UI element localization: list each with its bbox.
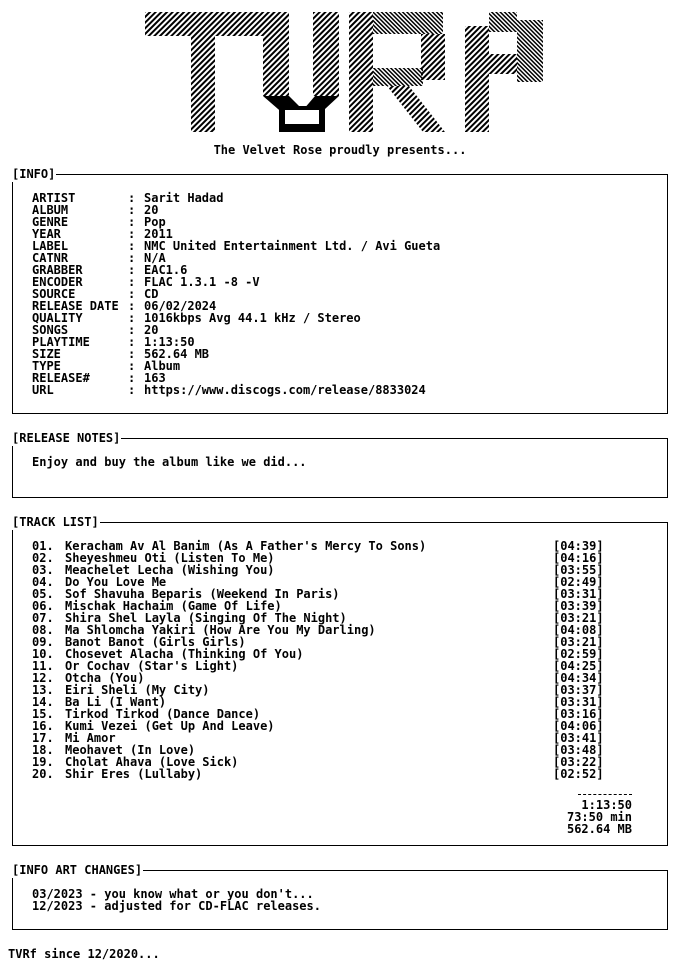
info-title: [INFO] xyxy=(12,167,56,181)
tracklist-title: [TRACK LIST] xyxy=(12,515,99,529)
track-number: 19. xyxy=(32,755,54,769)
track-title: Chosevet Alacha (Thinking Of You) xyxy=(65,647,304,661)
track-title: Mi Amor xyxy=(65,731,116,745)
info-value: N/A xyxy=(144,251,166,265)
track-number: 07. xyxy=(32,611,54,625)
track-length: [04:25] xyxy=(553,659,604,673)
totals-divider xyxy=(578,794,632,795)
info-key: ALBUM xyxy=(32,203,69,217)
total-time: 1:13:50 xyxy=(581,798,632,812)
change-line: 12/2023 - adjusted for CD-FLAC releases. xyxy=(32,899,321,913)
footer-text: TVRf since 12/2020... xyxy=(8,947,160,961)
info-row: PLAYTIME : 1:13:50 xyxy=(32,335,195,349)
track-number: 02. xyxy=(32,551,54,565)
info-value: EAC1.6 xyxy=(144,263,188,277)
track-length: [03:31] xyxy=(553,587,604,601)
info-art-changes-lines xyxy=(32,888,321,912)
track-number: 09. xyxy=(32,635,54,649)
tracklist-box xyxy=(12,515,668,846)
track-number: 10. xyxy=(32,647,54,661)
total-size: 562.64 MB xyxy=(566,822,632,836)
tvrf-logo xyxy=(145,10,545,134)
track-length: [03:22] xyxy=(553,755,604,769)
track-number: 18. xyxy=(32,743,54,757)
info-value: 163 xyxy=(144,371,166,385)
track-length: [02:59] xyxy=(553,647,604,661)
track-title: Shira Shel Layla (Singing Of The Night) xyxy=(65,611,347,625)
info-row: GRABBER : EAC1.6 xyxy=(32,263,188,277)
track-length: [04:08] xyxy=(553,623,604,637)
info-key: RELEASE# xyxy=(32,371,90,385)
track-number: 14. xyxy=(32,695,54,709)
info-value: FLAC 1.3.1 -8 -V xyxy=(144,275,260,289)
track-title: Keracham Av Al Banim (As A Father's Mercy To Sons) xyxy=(65,539,427,553)
presents-line: The Velvet Rose proudly presents... xyxy=(213,143,467,157)
info-value: 20 xyxy=(144,323,159,337)
track-title: Ba Li (I Want) xyxy=(65,695,167,709)
track-title: Meachelet Lecha (Wishing You) xyxy=(65,563,275,577)
track-length: [03:37] xyxy=(553,683,604,697)
track-length: [03:21] xyxy=(553,611,604,625)
info-row: RELEASE DATE : 06/02/2024 xyxy=(32,299,217,313)
track-title: Ma Shlomcha Yakiri (How Are You My Darling) xyxy=(65,623,376,637)
info-row: GENRE : Pop xyxy=(32,215,166,229)
total-minutes: 73:50 min xyxy=(566,810,632,824)
info-row: YEAR : 2011 xyxy=(32,227,173,241)
info-key: CATNR xyxy=(32,251,69,265)
info-value: 2011 xyxy=(144,227,173,241)
info-key: ARTIST xyxy=(32,191,76,205)
info-key: GRABBER xyxy=(32,263,83,277)
track-title: Shir Eres (Lullaby) xyxy=(65,767,203,781)
track-title: Kumi Vezei (Get Up And Leave) xyxy=(65,719,275,733)
info-row: RELEASE# : 163 xyxy=(32,371,166,385)
info-row: SOURCE : CD xyxy=(32,287,159,301)
info-value: 1016kbps Avg 44.1 kHz / Stereo xyxy=(144,311,361,325)
info-value: Pop xyxy=(144,215,166,229)
info-key: GENRE xyxy=(32,215,69,229)
info-key: SIZE xyxy=(32,347,61,361)
info-row: TYPE : Album xyxy=(32,359,181,373)
info-value: Album xyxy=(144,359,181,373)
info-key: PLAYTIME xyxy=(32,335,90,349)
info-key: QUALITY xyxy=(32,311,83,325)
release-notes-box xyxy=(12,431,668,498)
track-number: 12. xyxy=(32,671,54,685)
track-row xyxy=(32,720,632,732)
track-number: 03. xyxy=(32,563,54,577)
info-row: ALBUM : 20 xyxy=(32,203,159,217)
info-key: SONGS xyxy=(32,323,69,337)
info-key: RELEASE DATE xyxy=(32,299,119,313)
info-value: CD xyxy=(144,287,159,301)
info-key: LABEL xyxy=(32,239,69,253)
info-key: TYPE xyxy=(32,359,61,373)
track-number: 15. xyxy=(32,707,54,721)
track-length: [03:21] xyxy=(553,635,604,649)
info-value[interactable]: https://www.discogs.com/release/8833024 xyxy=(144,383,426,397)
track-length: [03:41] xyxy=(553,731,604,745)
track-title: Meohavet (In Love) xyxy=(65,743,196,757)
track-length: [03:55] xyxy=(553,563,604,577)
track-title: Sheyeshmeu Oti (Listen To Me) xyxy=(65,551,275,565)
track-rows xyxy=(32,540,632,780)
track-number: 01. xyxy=(32,539,54,553)
info-art-changes-title: [INFO ART CHANGES] xyxy=(12,863,143,877)
track-length: [02:49] xyxy=(553,575,604,589)
info-value: 562.64 MB xyxy=(144,347,210,361)
info-value: 06/02/2024 xyxy=(144,299,217,313)
info-box xyxy=(12,167,668,414)
track-number: 20. xyxy=(32,767,54,781)
track-title: Or Cochav (Star's Light) xyxy=(65,659,239,673)
info-row: LABEL : NMC United Entertainment Ltd. / Avi Gueta xyxy=(32,239,441,253)
info-value: 20 xyxy=(144,203,159,217)
track-number: 05. xyxy=(32,587,54,601)
track-number: 13. xyxy=(32,683,54,697)
track-length: [02:52] xyxy=(553,767,604,781)
info-row: CATNR : N/A xyxy=(32,251,166,265)
release-notes-body xyxy=(32,456,307,468)
track-title: Cholat Ahava (Love Sick) xyxy=(65,755,239,769)
info-row: URL : https://www.discogs.com/release/8833024 xyxy=(32,383,426,397)
track-title: Mischak Hachaim (Game Of Life) xyxy=(65,599,282,613)
info-value: 1:13:50 xyxy=(144,335,195,349)
track-length: [04:16] xyxy=(553,551,604,565)
track-length: [04:34] xyxy=(553,671,604,685)
track-length: [03:48] xyxy=(553,743,604,757)
info-rows xyxy=(32,192,440,396)
info-value: NMC United Entertainment Ltd. / Avi Gueta xyxy=(144,239,441,253)
info-key: ENCODER xyxy=(32,275,83,289)
track-title: Eiri Sheli (My City) xyxy=(65,683,210,697)
info-art-changes-box xyxy=(12,863,668,930)
track-number: 06. xyxy=(32,599,54,613)
track-length: [04:39] xyxy=(553,539,604,553)
release-notes-text: Enjoy and buy the album like we did... xyxy=(32,455,307,469)
track-number: 16. xyxy=(32,719,54,733)
release-notes-title: [RELEASE NOTES] xyxy=(12,431,121,445)
track-title: Otcha (You) xyxy=(65,671,145,685)
info-row: SIZE : 562.64 MB xyxy=(32,347,210,361)
info-key: YEAR xyxy=(32,227,61,241)
info-row: ENCODER : FLAC 1.3.1 -8 -V xyxy=(32,275,260,289)
tracklist-totals xyxy=(552,794,632,835)
track-title: Banot Banot (Girls Girls) xyxy=(65,635,246,649)
info-row: QUALITY : 1016kbps Avg 44.1 kHz / Stereo xyxy=(32,311,361,325)
info-key: SOURCE xyxy=(32,287,76,301)
track-number: 08. xyxy=(32,623,54,637)
track-number: 04. xyxy=(32,575,54,589)
info-value: Sarit Hadad xyxy=(144,191,224,205)
track-number: 11. xyxy=(32,659,54,673)
track-length: [03:31] xyxy=(553,695,604,709)
track-length: [04:06] xyxy=(553,719,604,733)
info-key: URL xyxy=(32,383,54,397)
track-row xyxy=(32,768,632,780)
info-row: SONGS : 20 xyxy=(32,323,159,337)
track-length: [03:39] xyxy=(553,599,604,613)
track-title: Do You Love Me xyxy=(65,575,167,589)
track-length: [03:16] xyxy=(553,707,604,721)
track-title: Tirkod Tirkod (Dance Dance) xyxy=(65,707,261,721)
change-line: 03/2023 - you know what or you don't... xyxy=(32,887,314,901)
info-row: ARTIST : Sarit Hadad xyxy=(32,191,224,205)
track-title: Sof Shavuha Beparis (Weekend In Paris) xyxy=(65,587,340,601)
track-number: 17. xyxy=(32,731,54,745)
